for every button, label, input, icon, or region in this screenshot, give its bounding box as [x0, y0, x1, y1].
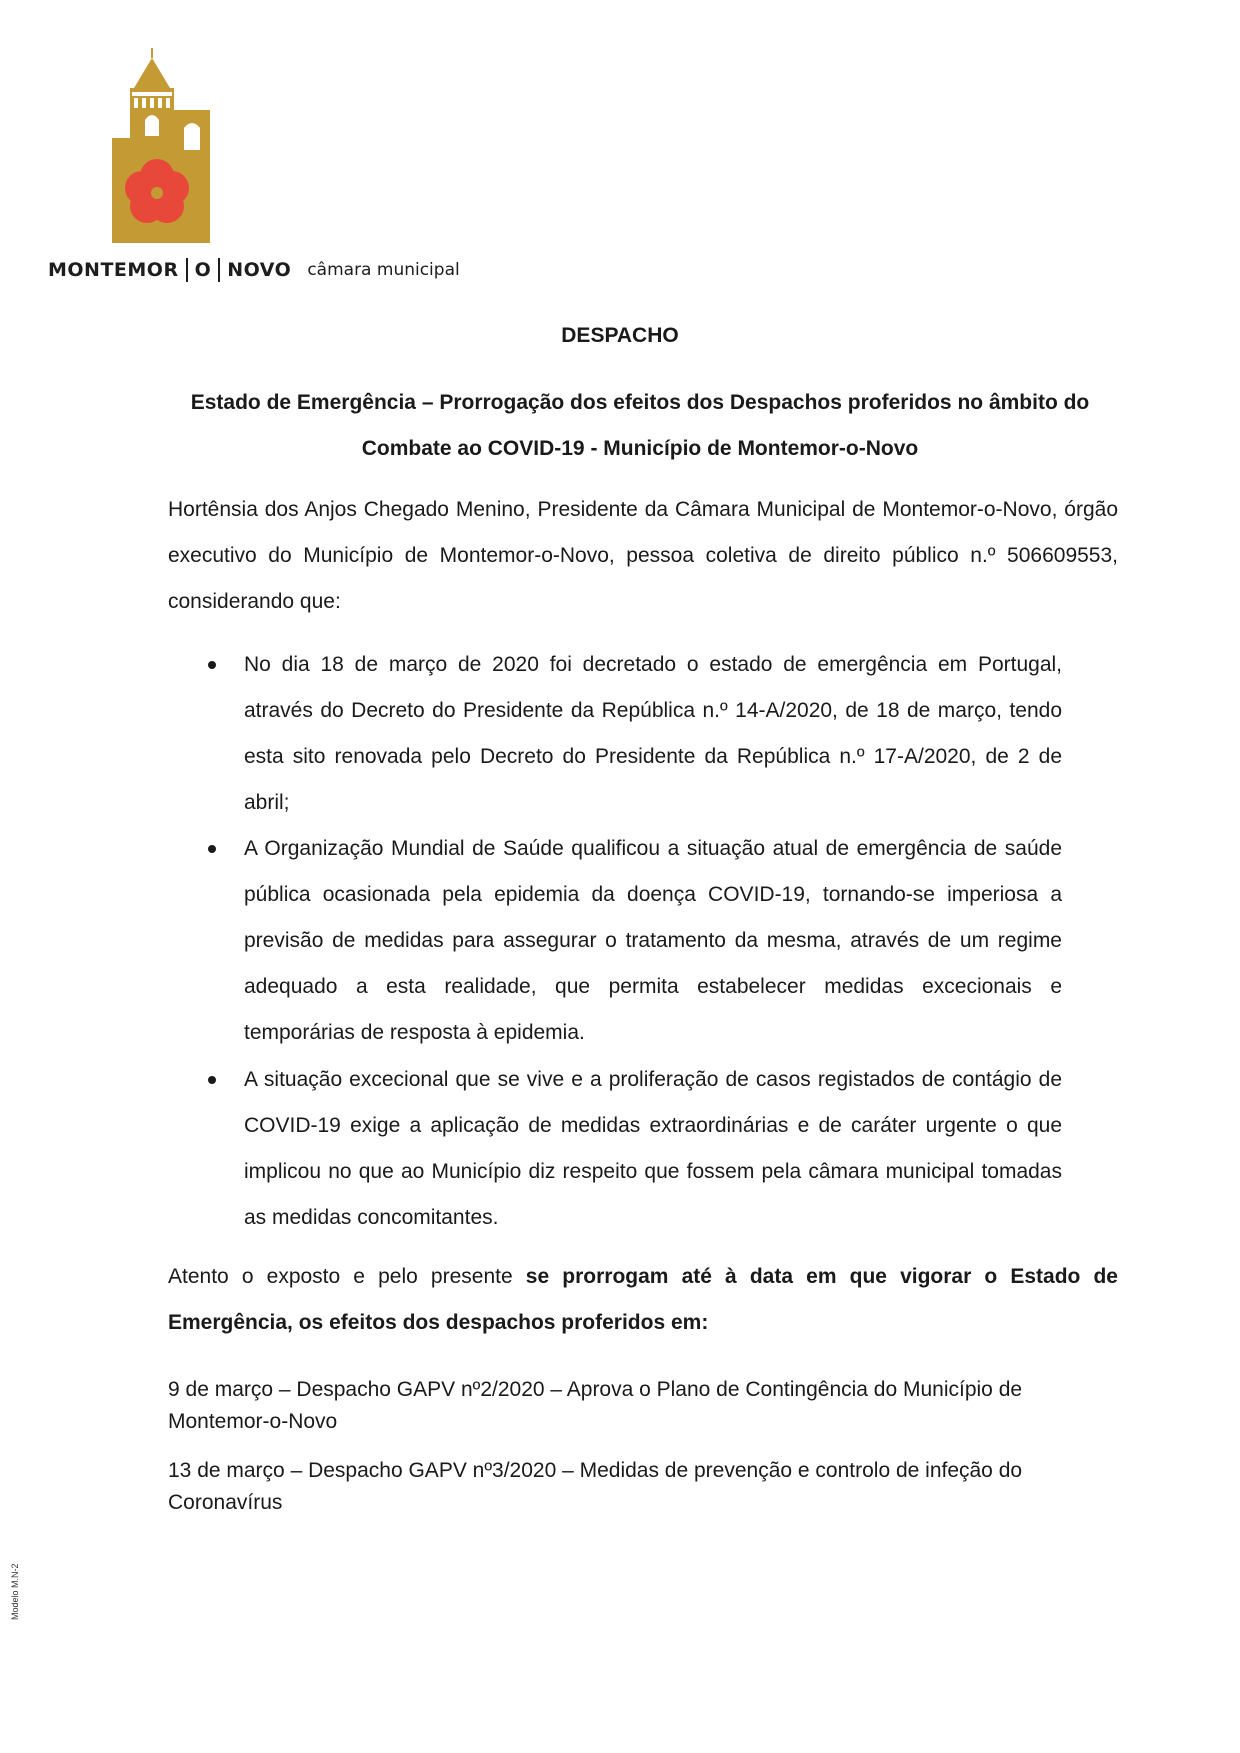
list-item: [208, 1057, 1062, 1241]
list-item-text: No dia 18 de março de 2020 foi decretado o estado de emergência em Portugal, através do Decreto do Presidente da República n.º 14-A/2020, de 18 de março, tendo esta sito renovada pelo Decreto do Presidente da República n.º 17-A/2020, de 2 de abril;: [244, 653, 1062, 814]
brand-subtitle: câmara municipal: [307, 260, 460, 280]
dispatch-entry: 13 de março – Despacho GAPV nº3/2020 – Medidas de prevenção e controlo de infeção do Coronavírus: [168, 1459, 1023, 1514]
bullet-icon: [208, 845, 216, 853]
model-code: Modelo M.N-2: [10, 1563, 20, 1620]
brand-separator: [186, 258, 188, 282]
brand-separator: [218, 258, 220, 282]
municipality-logo: [112, 48, 232, 243]
list-item: [208, 826, 1062, 1057]
considerations-list: [208, 642, 1062, 1241]
brand-wordmark: [48, 258, 460, 282]
list-item-text: A situação excecional que se vive e a proliferação de casos registados de contágio de COVID-19 exige a aplicação de medidas extraordinárias e de caráter urgente o que implicou no que ao Município diz respeito que fossem pela câmara municipal tomadas as medidas concomitantes.: [244, 1068, 1062, 1229]
brand-part-o: O: [194, 259, 212, 281]
document-subject: Estado de Emergência – Prorrogação dos efeitos dos Despachos proferidos no âmbito do Combate ao COVID-19 - Município de Montemor-o-Novo: [190, 391, 1090, 460]
bullet-icon: [208, 1076, 216, 1084]
decision-paragraph: [168, 1254, 1118, 1346]
intro-paragraph: Hortênsia dos Anjos Chegado Menino, Presidente da Câmara Municipal de Montemor-o-Novo, órgão executivo do Município de Montemor-o-Novo, pessoa coletiva de direito público n.º 506609553, considerando que:: [168, 498, 1118, 613]
bullet-icon: [208, 661, 216, 669]
list-item-text: A Organização Mundial de Saúde qualificou a situação atual de emergência de saúde pública ocasionada pela epidemia da doença COVID-19, tornando-se imperiosa a previsão de medidas para assegurar o tratamento da mesma, através de um regime adequado a esta realidade, que permita estabelecer medidas excecionais e temporárias de resposta à epidemia.: [244, 837, 1062, 1044]
dispatch-entry: 9 de março – Despacho GAPV nº2/2020 – Aprova o Plano de Contingência do Município de Montemor-o-Novo: [168, 1378, 1023, 1433]
decision-text-bold: se prorrogam até à data em que vigorar o Estado de Emergência, os efeitos dos despachos proferidos em:: [168, 1265, 1118, 1334]
decision-text-plain: Atento o exposto e pelo presente: [168, 1265, 513, 1288]
brand-part-montemor: MONTEMOR: [48, 259, 179, 281]
list-item: [208, 642, 1062, 826]
document-title: DESPACHO: [561, 324, 679, 347]
brand-part-novo: NOVO: [227, 259, 292, 281]
